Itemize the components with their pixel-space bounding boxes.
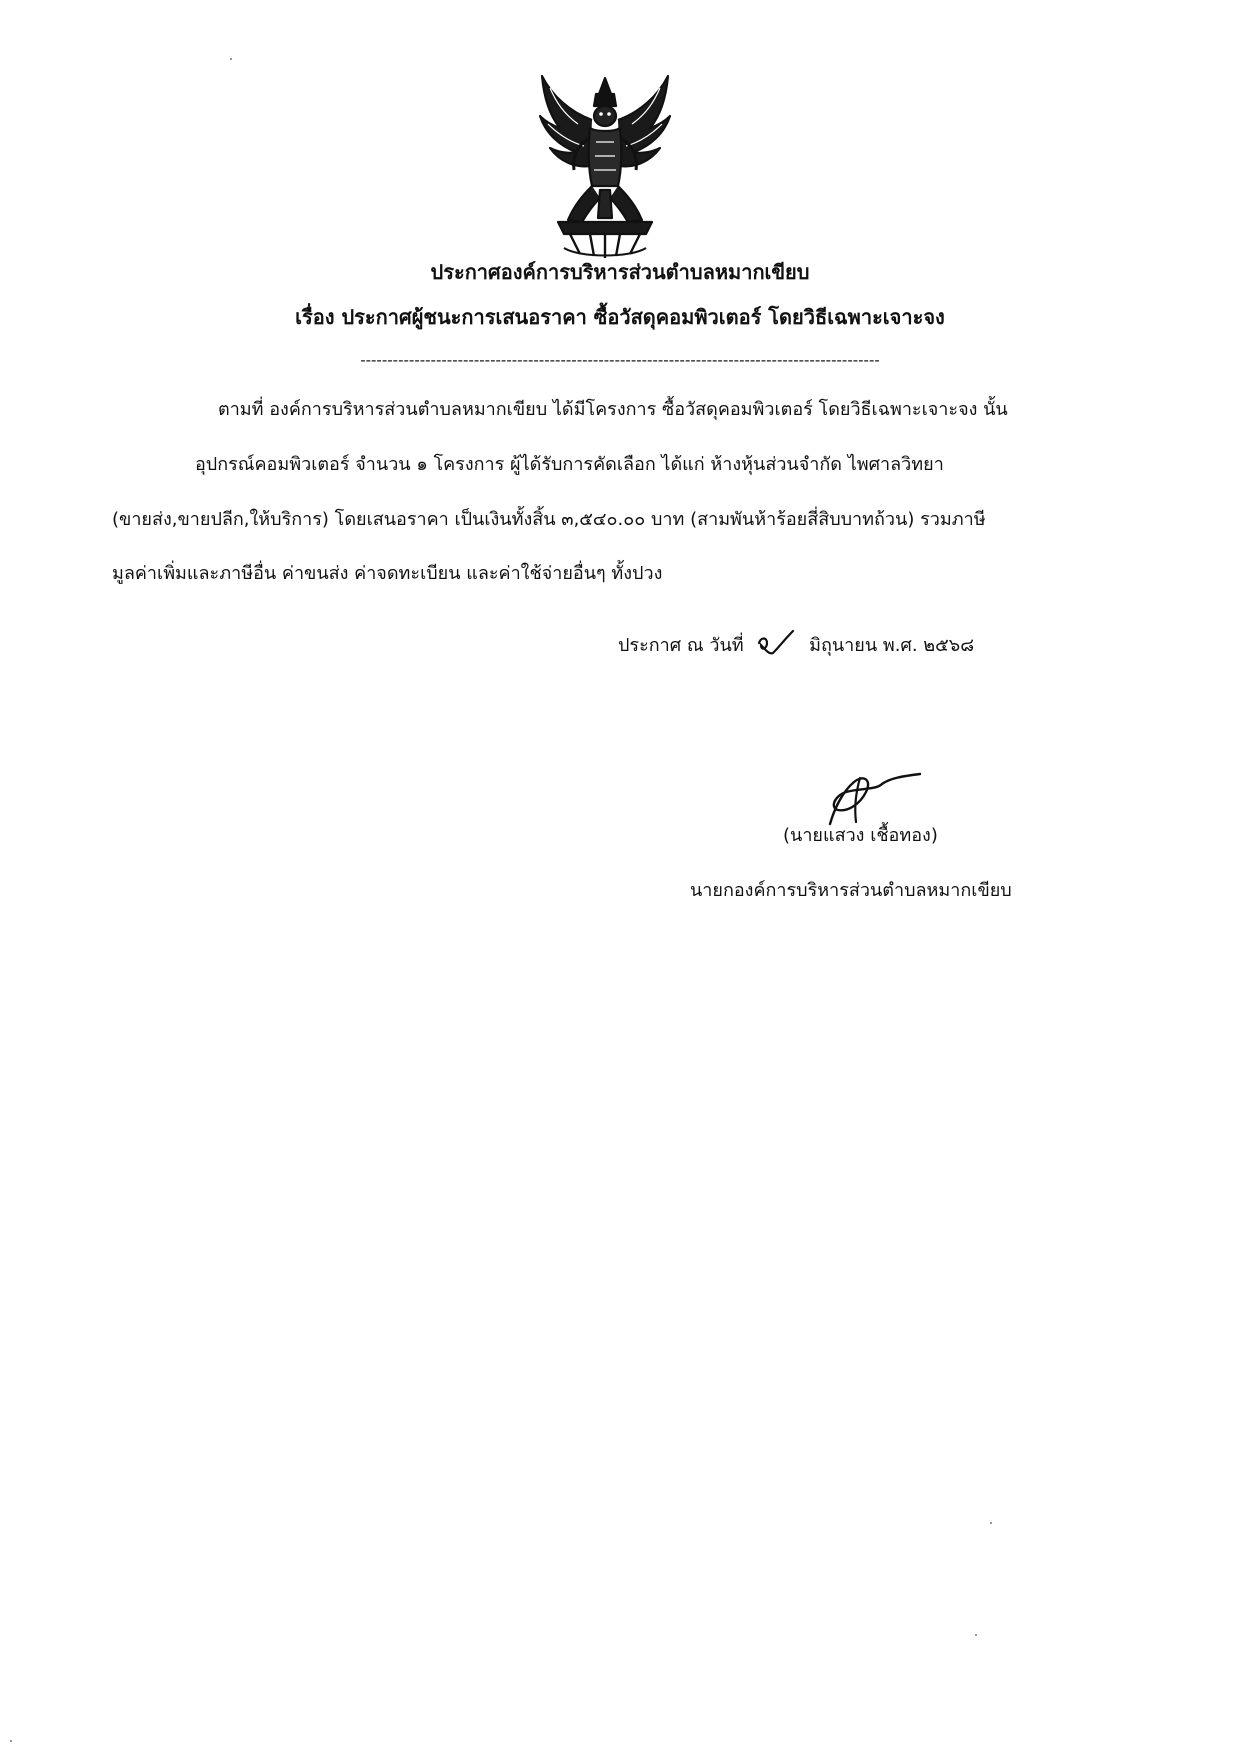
scan-speck xyxy=(975,1634,977,1636)
scan-speck xyxy=(10,1740,12,1742)
signatory-position: นายกองค์การบริหารส่วนตำบลหมากเขียบ xyxy=(690,880,1012,901)
body-paragraph-line: มูลค่าเพิ่มและภาษีอื่น ค่าขนส่ง ค่าจดทะเบียน และค่าใช้จ่ายอื่นๆ ทั้งปวง xyxy=(112,563,663,584)
handwritten-day-mark-icon xyxy=(749,633,803,659)
garuda-emblem-icon xyxy=(530,72,680,262)
document-subject-title: เรื่อง ประกาศผู้ชนะการเสนอราคา ซื้อวัสดุคอมพิวเตอร์ โดยวิธีเฉพาะเจาะจง xyxy=(295,305,945,329)
body-paragraph-line: (ขายส่ง,ขายปลีก,ให้บริการ) โดยเสนอราคา เป็นเงินทั้งสิ้น ๓,๕๔๐.๐๐ บาท (สามพันห้าร้อยสี่สิบบาทถ้วน) รวมภาษี xyxy=(112,509,986,530)
scan-speck xyxy=(230,58,232,60)
announcement-date-suffix: มิถุนายน พ.ศ. ๒๕๖๘ xyxy=(809,635,975,656)
handwritten-signature-icon xyxy=(820,770,930,830)
scan-speck xyxy=(990,1522,992,1524)
body-paragraph-line: ตามที่ องค์การบริหารส่วนตำบลหมากเขียบ ได้มีโครงการ ซื้อวัสดุคอมพิวเตอร์ โดยวิธีเฉพาะเจาะจง นั้น xyxy=(218,399,1008,420)
body-paragraph-line: อุปกรณ์คอมพิวเตอร์ จำนวน ๑ โครงการ ผู้ได้รับการคัดเลือก ได้แก่ ห้างหุ้นส่วนจำกัด ไพศาลวิทยา xyxy=(195,454,944,475)
announcement-date xyxy=(618,633,974,659)
title-divider: ------------------------------------------------------------------------------------------------ xyxy=(360,351,880,369)
document-issuer-title: ประกาศองค์การบริหารส่วนตำบลหมากเขียบ xyxy=(430,260,810,284)
announcement-date-prefix: ประกาศ ณ วันที่ xyxy=(618,635,744,656)
signatory-name: (นายแสวง เชื้อทอง) xyxy=(783,825,938,846)
